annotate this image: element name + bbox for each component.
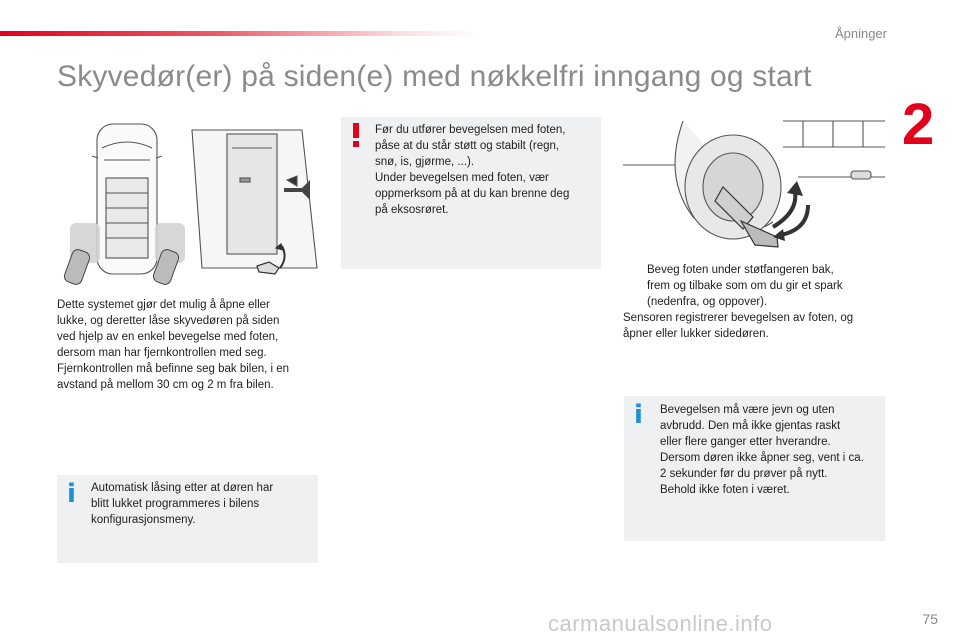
- info-line: Automatisk låsing etter at døren har: [91, 482, 274, 494]
- warning-line: påse at du står støtt og stabilt (regn,: [375, 140, 560, 152]
- chapter-title: Åpninger: [834, 26, 887, 41]
- bullet-line: Beveg foten under støtfangeren bak,: [647, 264, 834, 276]
- bullet-line: (nedenfra, og oppover).: [647, 296, 768, 308]
- warning-line: Under bevegelsen med foten, vær: [375, 172, 549, 184]
- van-illustration: [62, 118, 324, 290]
- warning-icon: [352, 123, 360, 147]
- intro-line: ved hjelp av en enkel bevegelse med foten,: [57, 331, 279, 343]
- van-top-view: [92, 124, 162, 274]
- info-line: Dersom døren ikke åpner seg, vent i ca.: [660, 452, 864, 464]
- bumper-illustration: [623, 117, 885, 257]
- info-icon: i: [67, 479, 76, 509]
- instruction-line: Sensoren registrerer bevegelsen av foten, og: [623, 312, 854, 324]
- warning-line: snø, is, gjørme, ...).: [375, 156, 475, 168]
- chapter-color-bar: [0, 31, 480, 36]
- intro-line: lukke, og deretter låse skyvedøren på siden: [57, 315, 280, 327]
- bullet-line: frem og tilbake som om du gir et spark: [647, 280, 843, 292]
- info-box-right: [624, 396, 885, 541]
- info-line: blitt lukket programmeres i bilens: [91, 498, 260, 510]
- chapter-number: 2: [902, 92, 935, 157]
- page-number: 75: [922, 611, 938, 627]
- info-line: 2 sekunder før du prøver på nytt.: [660, 468, 828, 480]
- info-line: eller flere ganger etter hverandre.: [660, 436, 831, 448]
- info-line: avbrudd. Den må ikke gjentas raskt: [660, 420, 841, 432]
- van-side-view: [192, 130, 317, 268]
- info-line: konfigurasjonsmeny.: [91, 514, 196, 526]
- info-line: Bevegelsen må være jevn og uten: [660, 404, 835, 416]
- intro-line: avstand på mellom 30 cm og 2 m fra bilen.: [57, 379, 274, 391]
- info-box-left: [57, 475, 318, 563]
- info-line: Behold ikke foten i været.: [660, 484, 790, 496]
- info-icon: i: [634, 400, 643, 430]
- warning-line: på eksosrøret.: [375, 204, 449, 216]
- warning-line: Før du utfører bevegelsen med foten,: [375, 124, 566, 136]
- page-title: Skyvedør(er) på siden(e) med nøkkelfri inngang og start: [57, 60, 812, 93]
- instruction-line: åpner eller lukker sidedøren.: [623, 328, 769, 340]
- watermark: carmanualsonline.info: [548, 611, 773, 636]
- intro-line: dersom man har fjernkontrollen med seg.: [57, 347, 267, 359]
- warning-line: oppmerksom på at du kan brenne deg: [375, 188, 570, 200]
- intro-line: Fjernkontrollen må befinne seg bak bilen, i en: [57, 363, 290, 375]
- warning-box: [341, 117, 601, 269]
- intro-line: Dette systemet gjør det mulig å åpne eller: [57, 299, 270, 311]
